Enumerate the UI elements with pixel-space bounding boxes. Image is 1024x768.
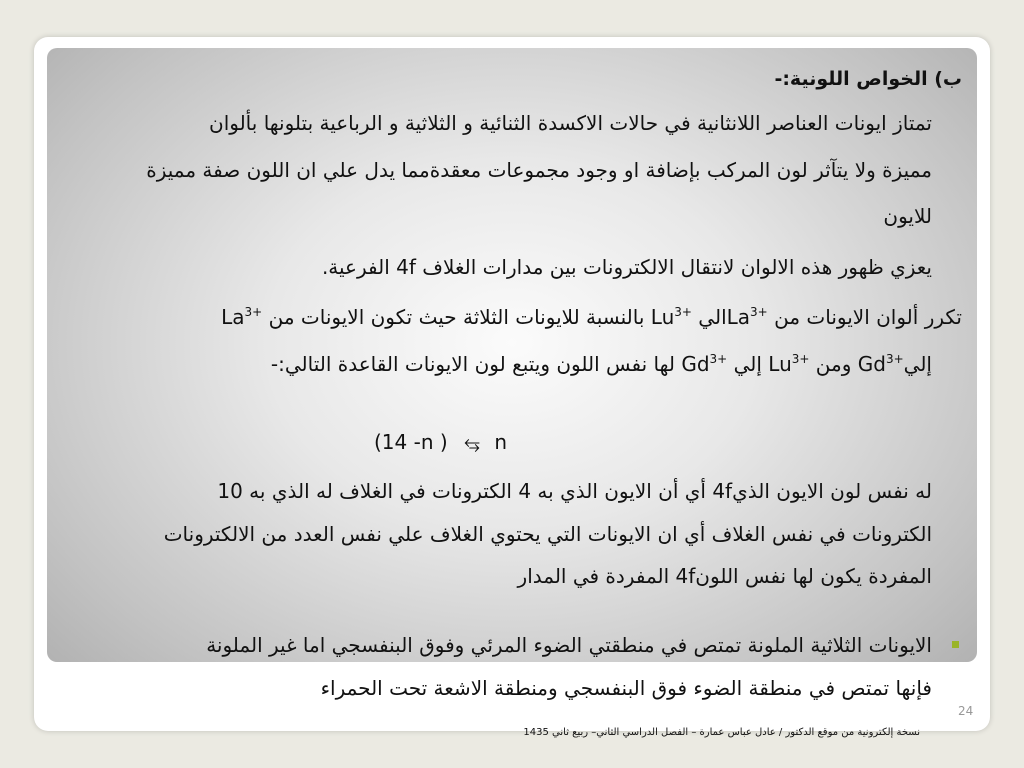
para3-line2 xyxy=(271,351,932,377)
formula-rhs: n xyxy=(494,430,508,454)
ion-la-b: $La^{3+}$ xyxy=(221,305,263,329)
bullet-line1: الايونات الثلاثية الملونة تمتص في منطقتي الضوء المرئي وفوق البنفسجي اما غير الملونة xyxy=(206,633,932,657)
para4-line2: الكترونات في نفس الغلاف أي ان الايونات التي يحتوي الغلاف علي نفس العدد من الالكترونات xyxy=(163,522,932,546)
ion-lu-a: $Lu^{3+}$ xyxy=(650,305,692,329)
para1-line2: مميزة ولا يتآثر لون المركب بإضافة او وجود مجموعات معقدةمما يدل علي ان اللون صفة مميزة xyxy=(146,158,932,182)
slide-heading: ب) الخواص اللونية:- xyxy=(774,68,962,90)
para3-text-3: بالنسبة للايونات الثلاثة حيث تكون الايونات من xyxy=(262,305,651,329)
footer-note: نسخة إلكترونية من موقع الدكتور / عادل عباس عمارة – الفصل الدراسي الثاني– ربيع ثاني 1435 xyxy=(523,727,920,738)
para4-line1: له نفس لون الايون الذي4f أي أن الايون الذي به 4 الكترونات في الغلاف له الذي به 10 xyxy=(217,479,932,503)
para4-line3: المفردة يكون لها نفس اللون4f المفردة في المدار xyxy=(517,564,932,588)
ion-gd-b: $Gd^{3+}$ xyxy=(681,352,728,376)
bullet-square-icon xyxy=(952,641,959,648)
ion-gd-a: $Gd^{3+}$ xyxy=(857,352,904,376)
formula-lhs: (14 -n ) xyxy=(374,430,448,454)
para3-text-5: ومن xyxy=(809,352,858,376)
para3-text-2: الي xyxy=(691,305,727,329)
para1-line3: للايون xyxy=(883,204,932,228)
para3-line1 xyxy=(221,304,962,330)
ion-lu-b: $Lu^{3+}$ xyxy=(768,352,810,376)
para3-text-4: إلي xyxy=(903,352,932,376)
page-number: 24 xyxy=(958,704,974,718)
para3-text-7: لها نفس اللون ويتبع لون الايونات القاعدة التالي:- xyxy=(270,352,682,376)
para1-line1: تمتاز ايونات العناصر اللانثانية في حالات الاكسدة الثنائية و الثلاثية و الرباعية بتلونها بألوان xyxy=(209,111,932,135)
para3-text-6: إلي xyxy=(727,352,769,376)
ion-la-a: $La^{3+}$ xyxy=(726,305,768,329)
formula xyxy=(374,429,507,455)
equilibrium-arrow-icon: ⥃ xyxy=(464,430,481,454)
para3-text-1: تكرر ألوان الايونات من xyxy=(767,305,962,329)
para2-line1: يعزي ظهور هذه الالوان لانتقال الالكترونات بين مدارات الغلاف 4f الفرعية. xyxy=(321,255,932,279)
bullet-line2: فإنها تمتص في منطقة الضوء فوق البنفسجي ومنطقة الاشعة تحت الحمراء xyxy=(320,676,932,700)
